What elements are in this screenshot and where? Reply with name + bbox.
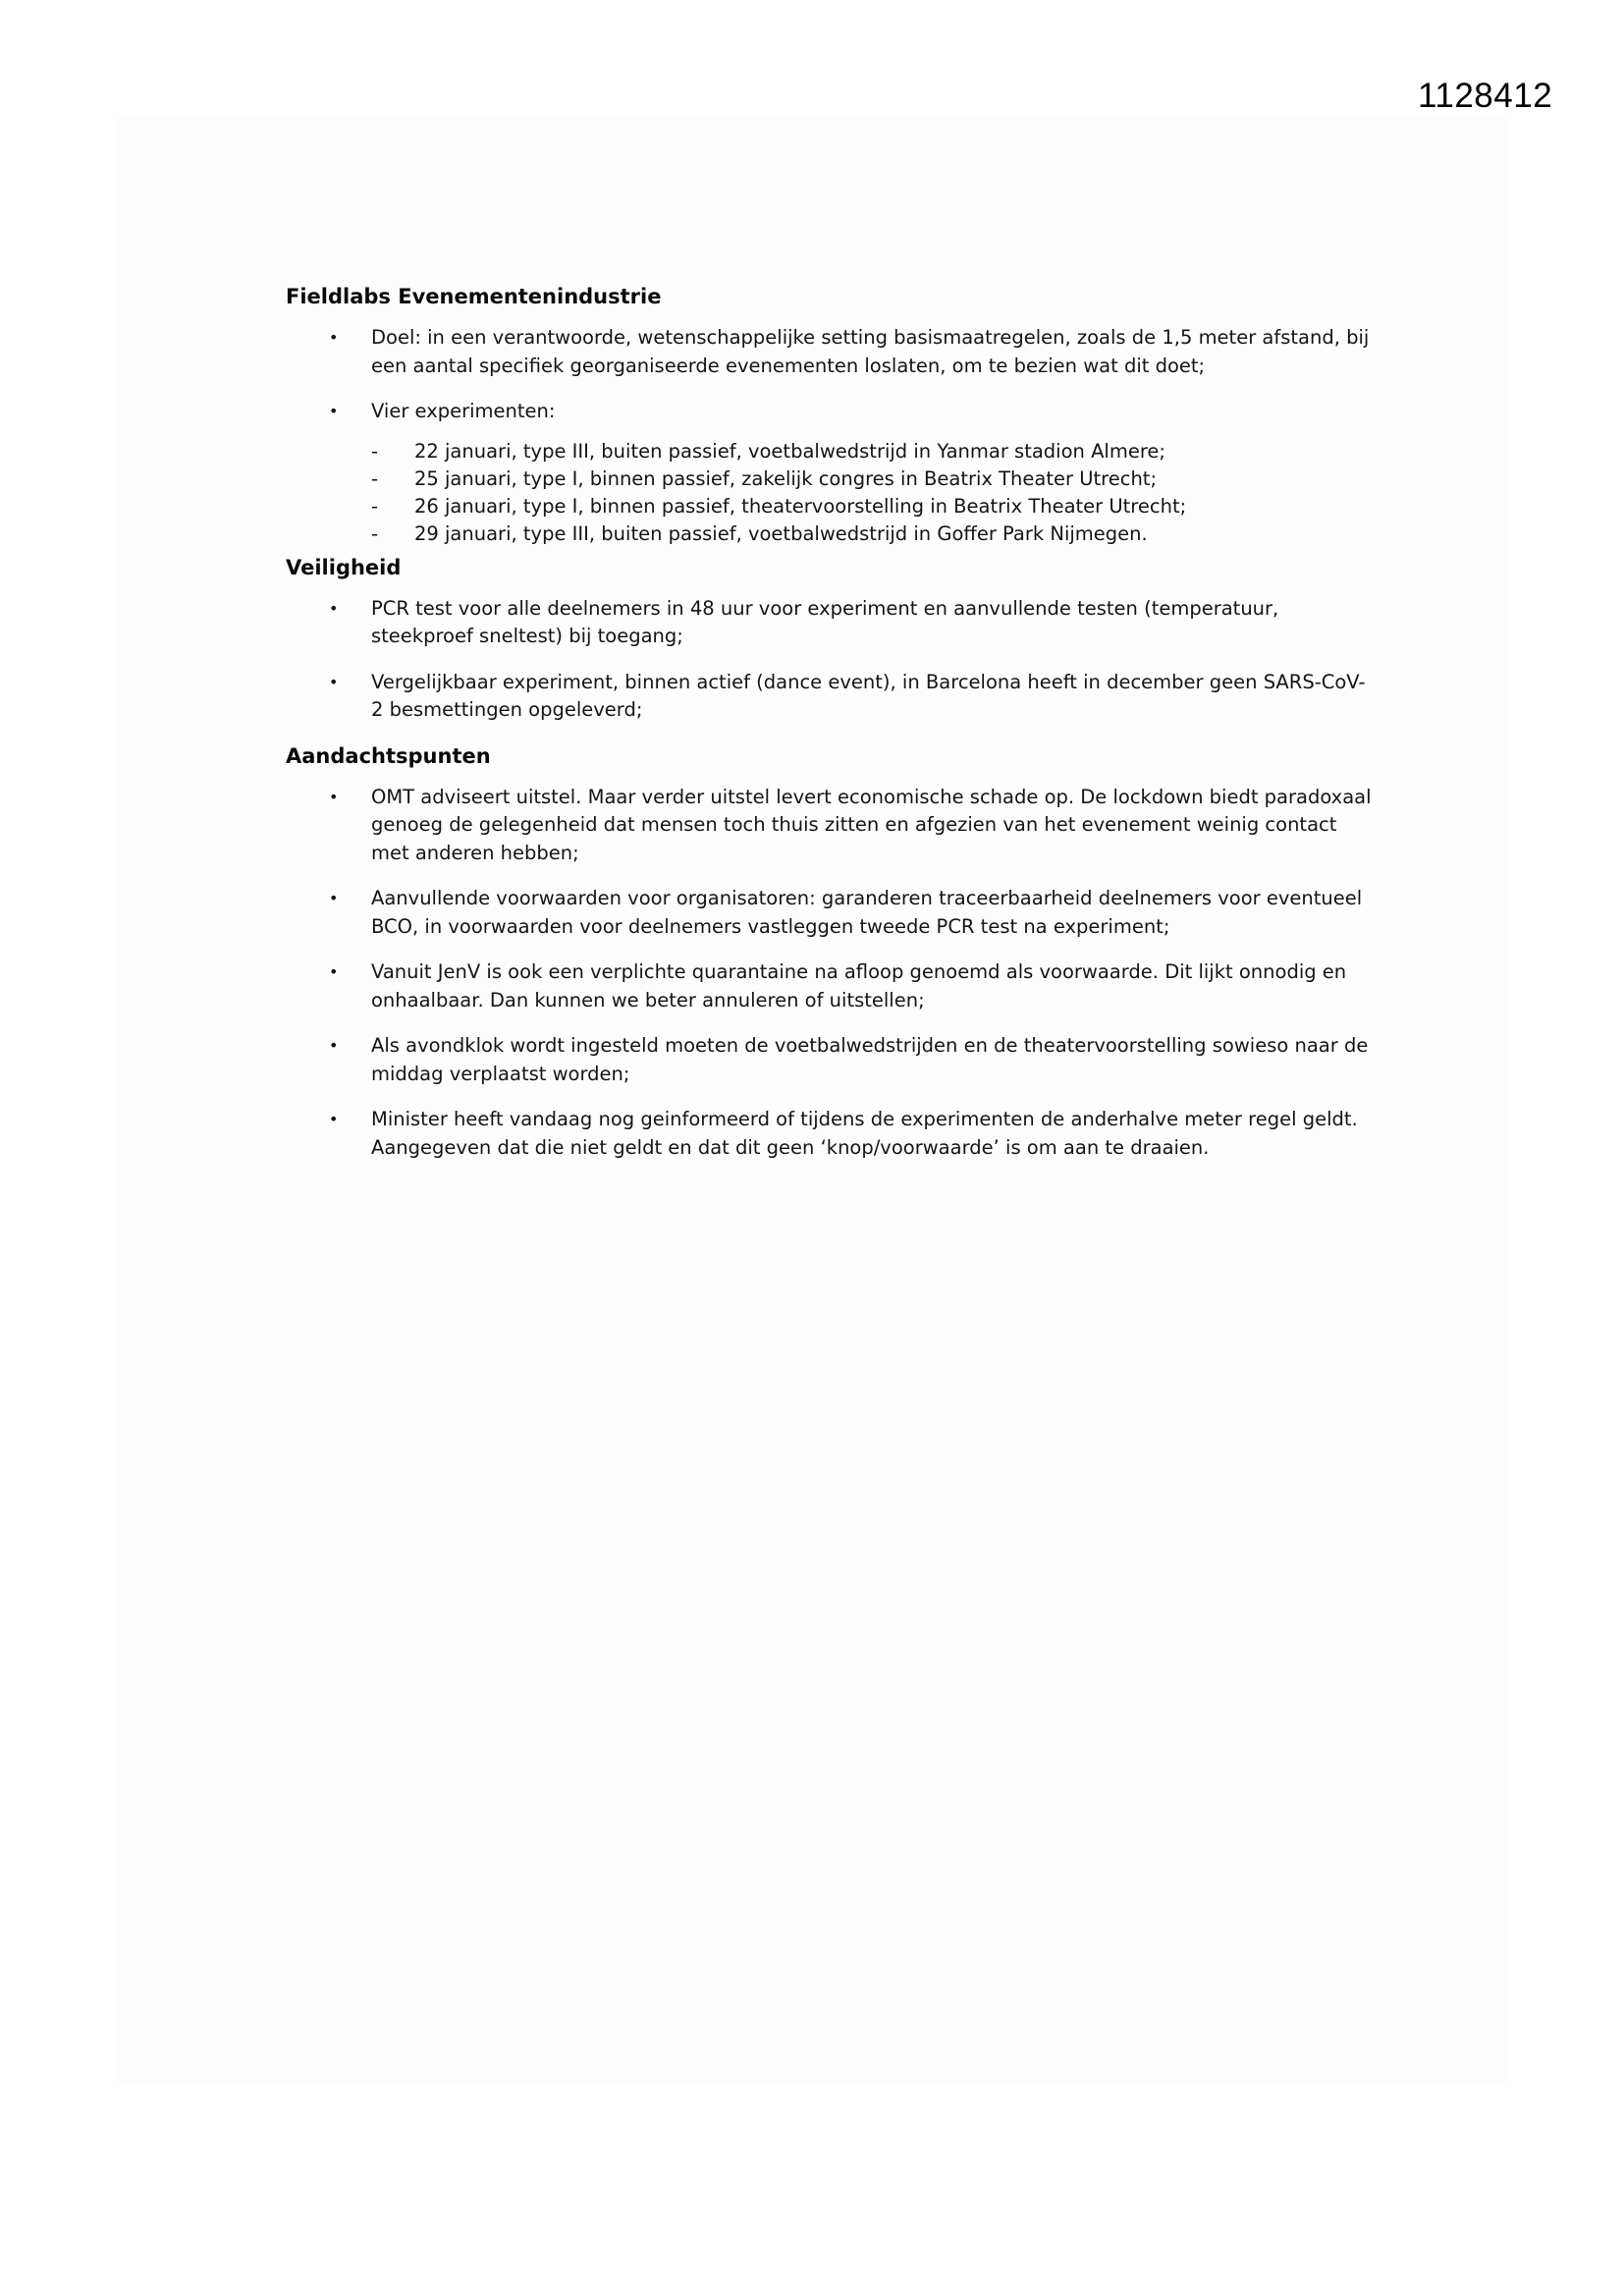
bullet-icon: • — [329, 889, 339, 907]
list-item-text: Doel: in een verantwoorde, wetenschappelijke setting basismaatregelen, zoals de 1,5 meter afstand, bij een aantal specifiek georganiseerde evenementen loslaten, om te bezien wat dit doet; — [371, 326, 1370, 377]
experiment-text: 29 januari, type III, buiten passief, voetbalwedstrijd in Goffer Park Nijmegen. — [414, 521, 1148, 545]
dash-icon: - — [371, 466, 379, 490]
list-item-text: Minister heeft vandaag nog geinformeerd of tijdens de experimenten de anderhalve meter regel geldt. Aangegeven dat die niet geldt en dat dit geen ‘knop/voorwaarde’ is om aan te draaien. — [371, 1108, 1358, 1159]
list-item-text: Vergelijkbaar experiment, binnen actief (dance event), in Barcelona heeft in december geen SARS-CoV-2 besmettingen opgeleverd; — [371, 670, 1366, 721]
bullet-icon: • — [329, 1036, 339, 1055]
bullet-list — [286, 784, 1376, 1163]
list-item — [286, 958, 1376, 1014]
bullet-icon: • — [329, 402, 339, 420]
document-id-number: 1128412 — [1418, 77, 1553, 115]
list-item — [286, 398, 1376, 548]
bullet-list — [286, 595, 1376, 725]
experiment-item — [371, 520, 1376, 548]
bullet-icon: • — [329, 672, 339, 691]
section-fieldlabs — [286, 283, 1376, 548]
list-item-text: Aanvullende voorwaarden voor organisatoren: garanderen traceerbaarheid deelnemers voor eventueel BCO, in voorwaarden voor deelnemers vastleggen tweede PCR test na experiment; — [371, 887, 1363, 938]
experiment-item — [371, 438, 1376, 465]
experiment-text: 25 januari, type I, binnen passief, zakelijk congres in Beatrix Theater Utrecht; — [414, 466, 1158, 490]
list-item — [286, 1106, 1376, 1162]
list-item — [286, 885, 1376, 941]
list-item-text: Vier experimenten: — [371, 400, 556, 422]
list-item — [286, 784, 1376, 868]
list-item-text: PCR test voor alle deelnemers in 48 uur voor experiment en aanvullende testen (temperatuur, steekproef sneltest) bij toegang; — [371, 596, 1279, 647]
document-body — [286, 283, 1376, 1179]
dash-icon: - — [371, 494, 379, 518]
section-heading: Veiligheid — [286, 555, 402, 579]
bullet-icon: • — [329, 787, 339, 806]
bullet-icon: • — [329, 1110, 339, 1128]
section-veiligheid — [286, 554, 1376, 725]
experiment-text: 22 januari, type III, buiten passief, voetbalwedstrijd in Yanmar stadion Almere; — [414, 439, 1165, 463]
section-heading: Fieldlabs Evenementenindustrie — [286, 285, 662, 308]
bullet-icon: • — [329, 598, 339, 618]
bullet-list — [286, 324, 1376, 548]
list-item — [286, 595, 1376, 651]
list-item-text: Vanuit JenV is ook een verplichte quarantaine na afloop genoemd als voorwaarde. Dit lijkt onnodig en onhaalbaar. Dan kunnen we beter annuleren of uitstellen; — [371, 960, 1347, 1011]
dash-icon: - — [371, 439, 379, 463]
bullet-icon: • — [329, 328, 339, 347]
list-item-text: OMT adviseert uitstel. Maar verder uitstel levert economische schade op. De lockdown biedt paradoxaal genoeg de gelegenheid dat mensen toch thuis zitten en afgezien van het evenement weinig contact met anderen hebben; — [371, 785, 1372, 864]
list-item — [286, 669, 1376, 725]
list-item-text: Als avondklok wordt ingesteld moeten de voetbalwedstrijden en de theatervoorstelling sowieso naar de middag verplaatst worden; — [371, 1034, 1369, 1085]
section-heading: Aandachtspunten — [286, 743, 491, 768]
dash-icon: - — [371, 521, 379, 545]
section-aandachtspunten — [286, 742, 1376, 1163]
experiment-text: 26 januari, type I, binnen passief, theatervoorstelling in Beatrix Theater Utrecht; — [414, 494, 1187, 518]
list-item — [286, 324, 1376, 380]
list-item — [286, 1032, 1376, 1088]
experiment-item — [371, 465, 1376, 493]
experiments-list — [371, 438, 1376, 548]
bullet-icon: • — [329, 962, 339, 981]
experiment-item — [371, 493, 1376, 520]
